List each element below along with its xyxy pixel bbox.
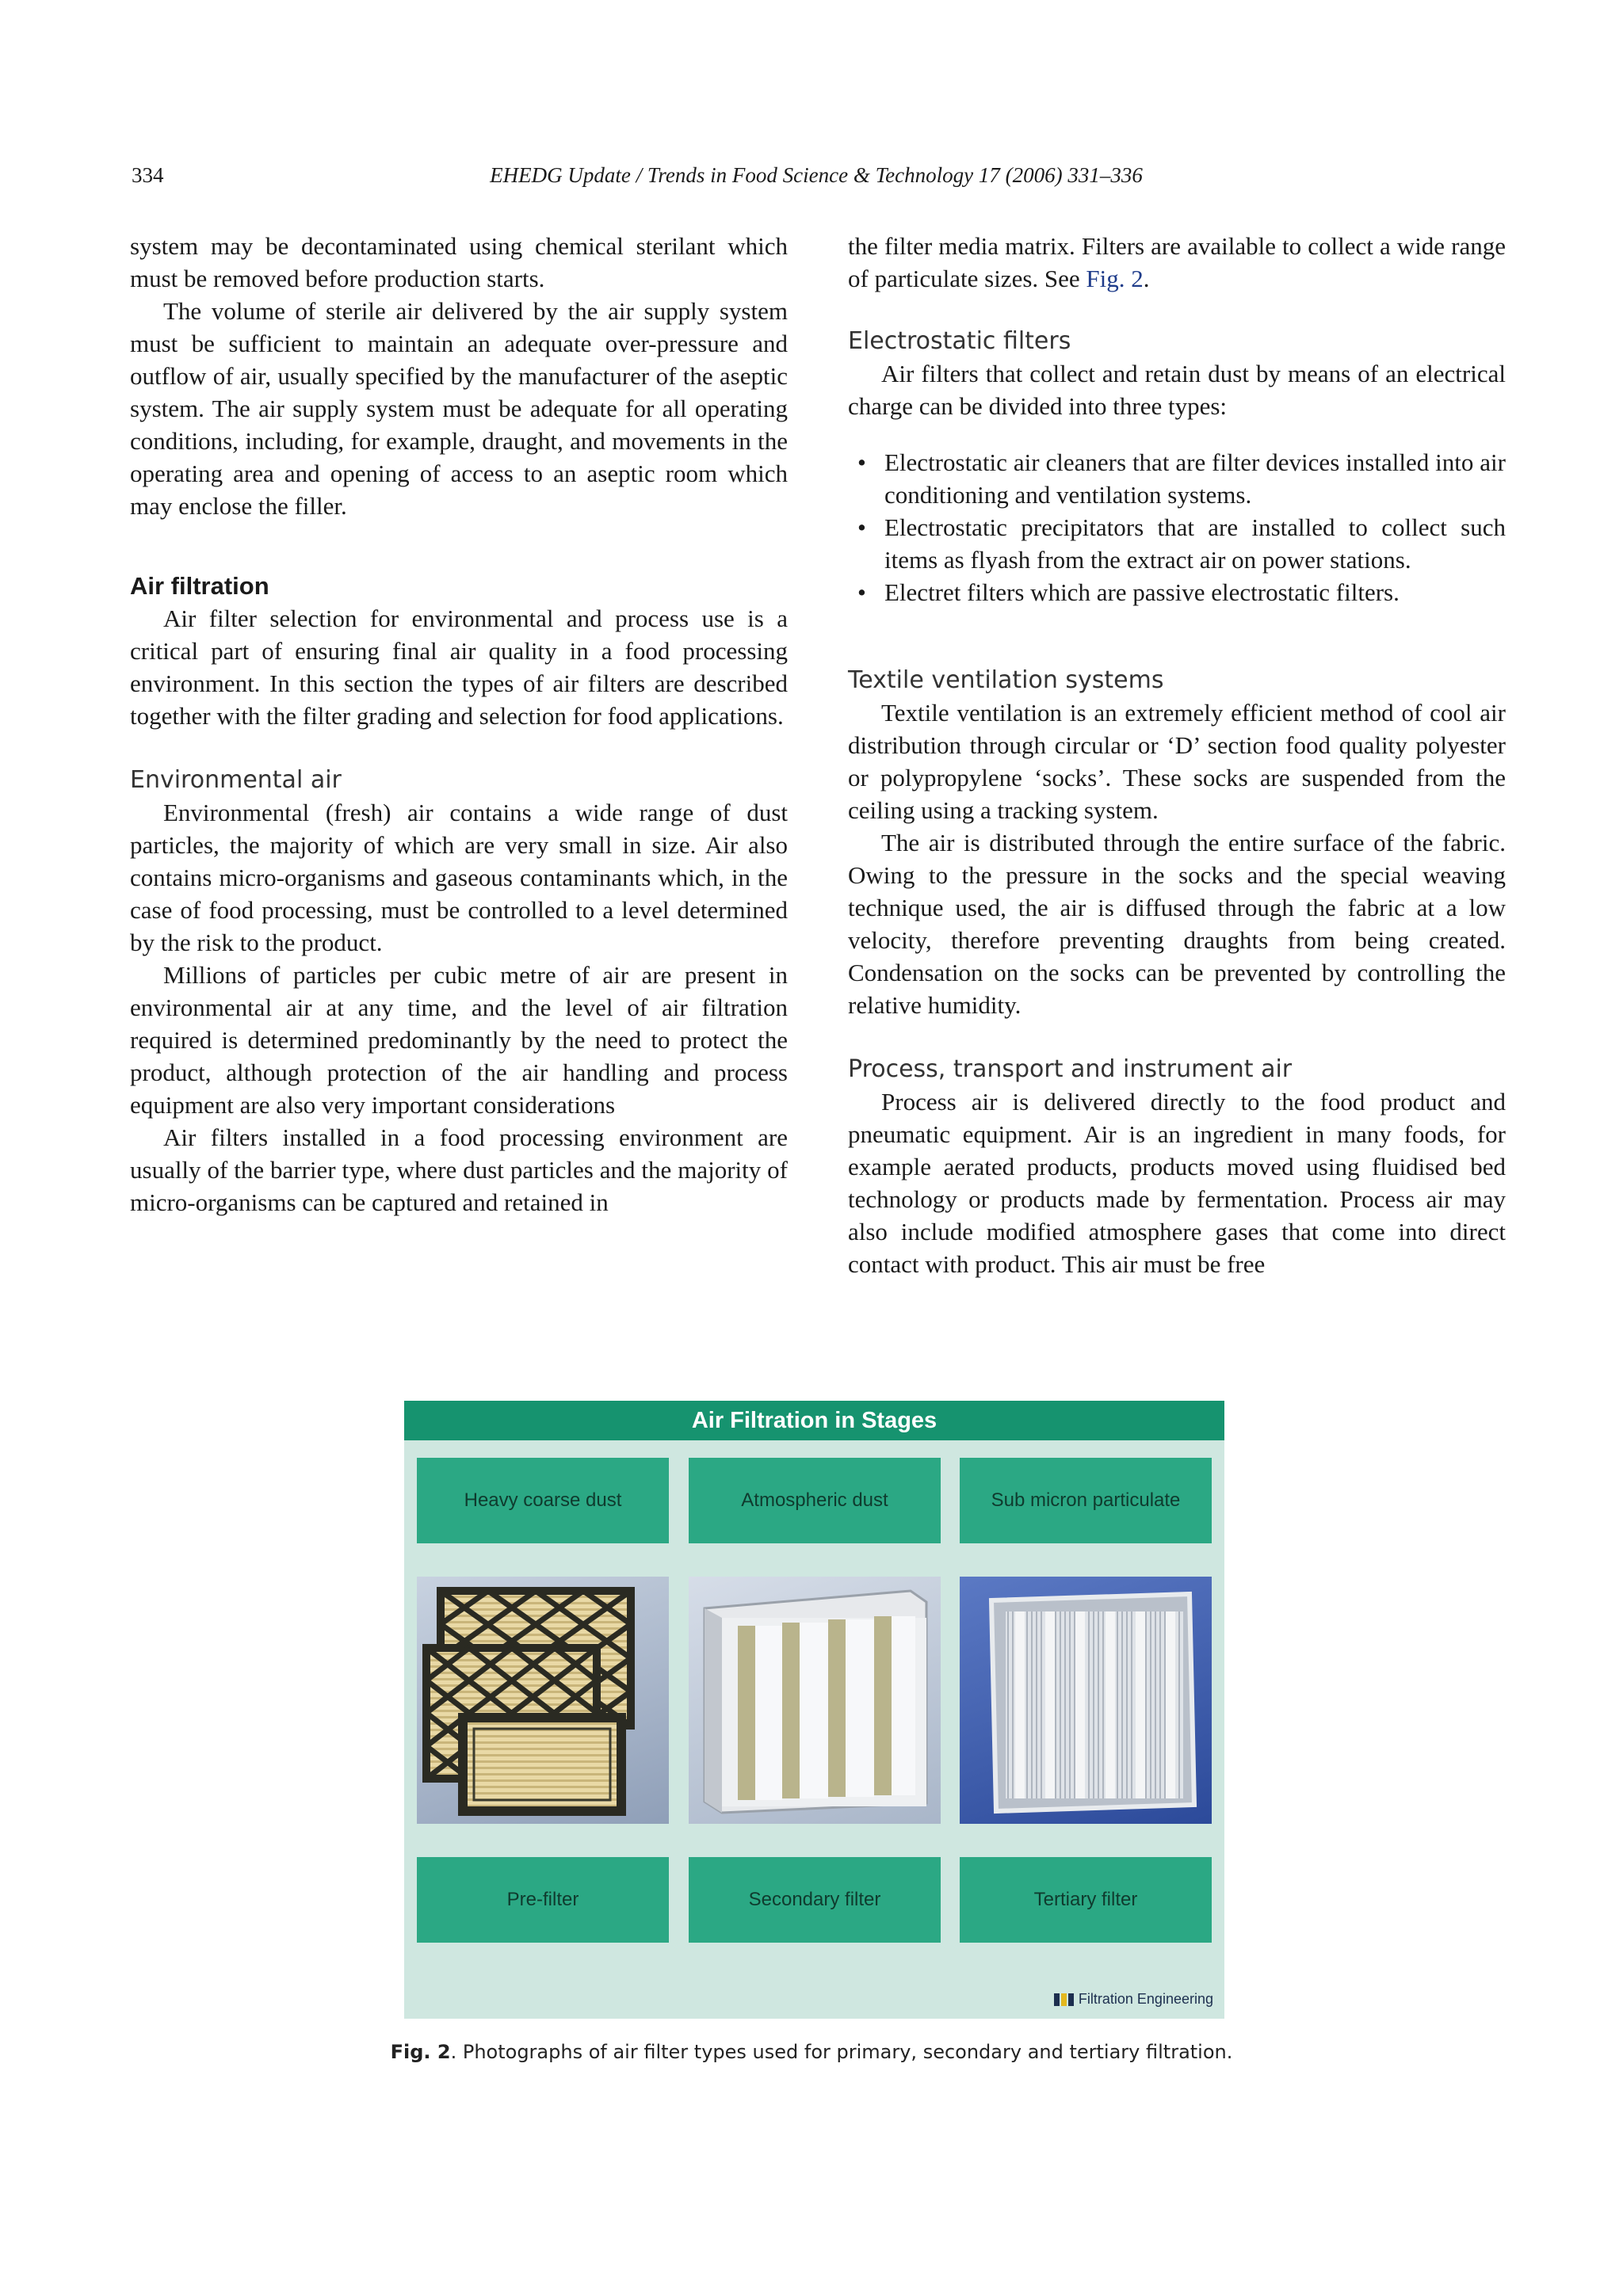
tertiary-filter-image bbox=[960, 1577, 1212, 1824]
list-item-text: Electrostatic precipitators that are installed to collect such items as flyash from the extract air on power stations. bbox=[884, 513, 1506, 574]
running-header bbox=[132, 163, 1501, 195]
subsection-heading-textile-ventilation: Textile ventilation systems bbox=[848, 666, 1164, 694]
stage-label-secondary-filter: Secondary filter bbox=[689, 1857, 941, 1943]
list-item bbox=[848, 446, 1506, 511]
paragraph: Air filters installed in a food processing environment are usually of the barrier type, where dust particles and the majority of micro-organisms can be captured and retained in bbox=[130, 1123, 788, 1216]
paragraph bbox=[848, 230, 1506, 295]
logo-text: Filtration Engineering bbox=[1078, 1991, 1213, 2007]
pre-filter-image bbox=[417, 1577, 669, 1824]
stage-label-pre-filter: Pre-filter bbox=[417, 1857, 669, 1943]
journal-citation: EHEDG Update / Trends in Food Science & Technology 17 (2006) 331–336 bbox=[490, 163, 1143, 187]
paragraph: system may be decontaminated using chemical sterilant which must be removed before production starts. bbox=[130, 232, 788, 292]
bullet-icon: • bbox=[857, 578, 866, 606]
paragraph: Air filters that collect and retain dust by means of an electrical charge can be divided into three types: bbox=[848, 360, 1506, 420]
list-item-text: Electrostatic air cleaners that are filter devices installed into air conditioning and ventilation systems. bbox=[884, 448, 1506, 509]
logo-mark-icon bbox=[1054, 1993, 1074, 2006]
page-number: 334 bbox=[132, 163, 164, 187]
stage-label-heavy-coarse-dust: Heavy coarse dust bbox=[417, 1458, 669, 1543]
figure-link[interactable]: Fig. 2 bbox=[1086, 265, 1144, 292]
bullet-icon: • bbox=[857, 448, 866, 476]
secondary-filter-image bbox=[689, 1577, 941, 1824]
right-column bbox=[848, 230, 1506, 1280]
stage-label-tertiary-filter: Tertiary filter bbox=[960, 1857, 1212, 1943]
paragraph: The air is distributed through the entire surface of the fabric. Owing to the pressure in the socks and the special weaving technique used, the air is diffused through the fabric at a low velocity, therefore preventing draughts from being created. Condensation on the socks can be prevented by controlling the relative humidity. bbox=[848, 829, 1506, 1019]
paragraph-end: . bbox=[1143, 265, 1150, 292]
figure-title: Air Filtration in Stages bbox=[404, 1401, 1224, 1440]
stage-label-atmospheric-dust: Atmospheric dust bbox=[689, 1458, 941, 1543]
section-heading-air-filtration: Air filtration bbox=[130, 572, 269, 600]
bullet-icon: • bbox=[857, 513, 866, 541]
paragraph: Air filter selection for environmental and process use is a critical part of ensuring final air quality in a food processing environment. In this section the types of air filters are described together with the filter grading and selection for food applications. bbox=[130, 605, 788, 730]
secondary-filter-photo bbox=[689, 1577, 941, 1824]
bullet-list bbox=[848, 446, 1506, 608]
caption-label: Fig. 2 bbox=[390, 2041, 451, 2063]
figure-air-filtration bbox=[404, 1401, 1224, 2019]
tertiary-filter-photo bbox=[960, 1577, 1212, 1824]
paragraph: Environmental (fresh) air contains a wide range of dust particles, the majority of which are very small in size. Air also contains micro-organisms and gaseous contaminants which, in the case of food processing, must be controlled to a level determined by the risk to the product. bbox=[130, 799, 788, 956]
paragraph: The volume of sterile air delivered by the air supply system must be sufficient to maintain an adequate over-pressure and outflow of air, usually specified by the manufacturer of the aseptic system. The air supply system must be adequate for all operating conditions, including, for example, draught, and movements in the operating area and opening of access to an aseptic room which may enclose the filler. bbox=[130, 297, 788, 520]
subsection-heading-electrostatic-filters: Electrostatic filters bbox=[848, 327, 1071, 355]
stage-label-sub-micron: Sub micron particulate bbox=[960, 1458, 1212, 1543]
list-item-text: Electret filters which are passive electrostatic filters. bbox=[884, 578, 1400, 606]
paragraph: Millions of particles per cubic metre of air are present in environmental air at any time, and the level of air filtration required is determined predominantly by the need to protect the product, although protection of the air handling and process equipment are also very important considerations bbox=[130, 961, 788, 1119]
subsection-heading-environmental-air: Environmental air bbox=[130, 766, 342, 794]
left-column bbox=[130, 230, 788, 1219]
subsection-heading-process-air: Process, transport and instrument air bbox=[848, 1055, 1293, 1083]
caption-text: . Photographs of air filter types used for primary, secondary and tertiary filtration. bbox=[450, 2041, 1233, 2063]
filtration-engineering-logo bbox=[1054, 1991, 1213, 2008]
pre-filter-photo bbox=[417, 1577, 669, 1824]
paragraph: Textile ventilation is an extremely efficient method of cool air distribution through circular or ‘D’ section food quality polyester or polypropylene ‘socks’. These socks are suspended from the ceiling using a tracking system. bbox=[848, 699, 1506, 824]
paragraph: Process air is delivered directly to the food product and pneumatic equipment. Air is an ingredient in many foods, for example aerated products, products moved using fluidised bed technology or products made by fermentation. Process air may also include modified atmosphere gases that come into direct contact with product. This air must be free bbox=[848, 1088, 1506, 1278]
list-item bbox=[848, 511, 1506, 576]
paragraph-text: the filter media matrix. Filters are available to collect a wide range of particulate sizes. See bbox=[848, 232, 1506, 292]
list-item bbox=[848, 576, 1506, 608]
figure-caption bbox=[0, 2041, 1623, 2063]
